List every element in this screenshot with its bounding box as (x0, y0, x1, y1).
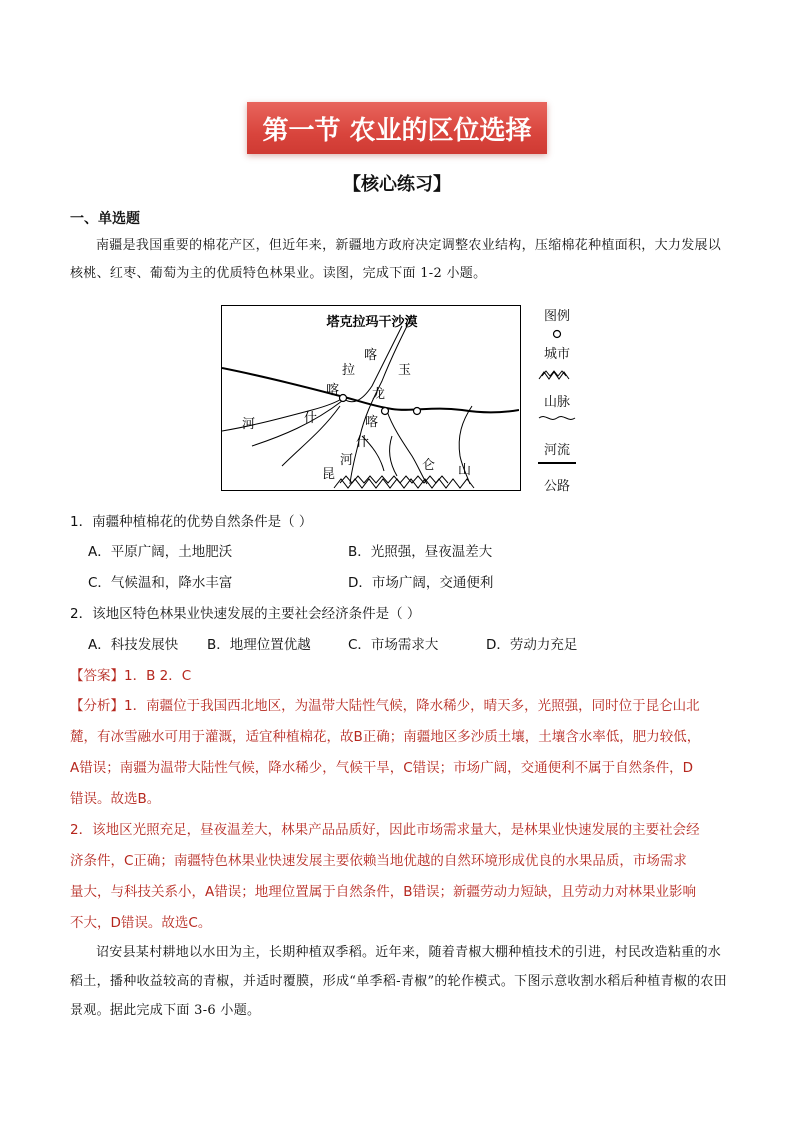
river-kashi-b (222, 398, 343, 431)
map-legend (532, 305, 582, 495)
desert-label: 塔克拉玛干沙漠 (326, 315, 418, 330)
map-label-he1: 河 (242, 417, 256, 432)
legend-road-icon (538, 462, 576, 464)
map-label-kun: 昆 (322, 467, 336, 482)
map-label-shi1: 什 (304, 411, 318, 426)
question-1-option-b: B．光照强，昼夜温差大 (348, 544, 493, 560)
city-shache (382, 408, 389, 415)
map-svg (222, 306, 519, 489)
river-branch-6 (390, 436, 397, 476)
legend-road-label: 公路 (543, 479, 570, 494)
question-2-option-b: B．地理位置优越 (207, 637, 311, 653)
map-label-long: 龙 (372, 387, 386, 402)
map-figure (221, 305, 521, 491)
intro-paragraph-1: 南疆是我国重要的棉花产区，但近年来，新疆地方政府决定调整农业结构，压缩棉花种植面积，大力发展以核桃、红枣、葡萄为主的优质特色林果业。读图，完成下面 1-2 小题。 (70, 238, 722, 281)
question-2-option-c: C．市场需求大 (348, 637, 439, 653)
river-branch-3 (387, 411, 427, 484)
city-hotan (414, 408, 421, 415)
question-2-stem: 2．该地区特色林果业快速发展的主要社会经济条件是（ ） (70, 606, 421, 622)
title-banner (247, 102, 547, 154)
mountain-range (334, 476, 474, 488)
question-2-option-d: D．劳动力充足 (486, 637, 578, 653)
map-label-he2: 河 (340, 453, 354, 468)
legend-river-icon (538, 413, 576, 423)
question-2-option-a: A．科技发展快 (88, 637, 179, 653)
analysis-line-4: 错误。故选B。 (70, 791, 161, 807)
map-label-la: 拉 (342, 363, 356, 378)
map-label-yu: 玉 (398, 363, 412, 378)
analysis-line-1: 【分析】1．南疆位于我国西北地区，为温带大陆性气候，降水稀少，晴天多，光照强，同时位于昆仑山北 (70, 698, 700, 714)
river-branch-1 (252, 401, 342, 446)
map-label-ka3: 喀 (365, 415, 379, 430)
map-label-ka2: 喀 (326, 383, 340, 398)
legend-mountain-icon (538, 367, 576, 381)
answer-line: 【答案】1．B 2．C (70, 668, 192, 684)
analysis-line-8: 不大，D错误。故选C。 (70, 915, 212, 931)
map-label-shan: 山 (458, 463, 472, 478)
intro-paragraph-2: 诏安县某村耕地以水田为主，长期种植双季稻。近年来，随着青椒大棚种植技术的引进，村民改造粘重的水稻土，播种收益较高的青椒，并适时覆膜，形成“单季稻-青椒”的轮作模式。下图示意收割水稻后种植青椒的农田景观。据此完成下面 3-6 小题。 (70, 945, 727, 1018)
analysis-line-5: 2．该地区光照充足，昼夜温差大，林果产品品质好，因此市场需求量大，是林果业快速发展的主要社会经 (70, 822, 700, 838)
legend-title: 图例 (543, 309, 570, 324)
analysis-line-2: 麓，有冰雪融水可用于灌溉，适宜种植棉花，故B正确；南疆地区多沙质土壤，土壤含水率低，肥力较低， (70, 729, 701, 745)
page-title: 第一节 农业的区位选择 (262, 115, 532, 146)
city-kashi (340, 395, 347, 402)
question-1-stem: 1．南疆种植棉花的优势自然条件是（ ） (70, 514, 313, 530)
question-1-option-c: C．气候温和，降水丰富 (88, 575, 233, 591)
map-label-shi2: 什 (356, 435, 370, 450)
map-label-lun: 仑 (422, 458, 436, 473)
question-1-option-a: A．平原广阔，土地肥沃 (88, 544, 233, 560)
analysis-line-3: A错误；南疆为温带大陆性气候，降水稀少，气候干旱，C错误；市场广阔，交通便利不属于自然条件，D (70, 760, 694, 776)
section-heading: 一、单选题 (70, 211, 140, 227)
legend-city-label: 城市 (543, 347, 570, 362)
analysis-line-7: 量大，与科技关系小，A错误；地理位置属于自然条件，B错误；新疆劳动力短缺，且劳动力对林果业影响 (70, 884, 696, 900)
legend-mountain-label: 山脉 (543, 395, 570, 410)
legend-city-icon (550, 327, 564, 341)
map-label-ka1: 喀 (364, 348, 378, 363)
question-1-option-d: D．市场广阔，交通便利 (348, 575, 494, 591)
legend-river-label: 河流 (543, 443, 570, 458)
analysis-line-6: 济条件，C正确；南疆特色林果业快速发展主要依赖当地优越的自然环境形成优良的水果品质，市场需求 (70, 853, 687, 869)
subtitle: 【核心练习】 (343, 174, 451, 195)
